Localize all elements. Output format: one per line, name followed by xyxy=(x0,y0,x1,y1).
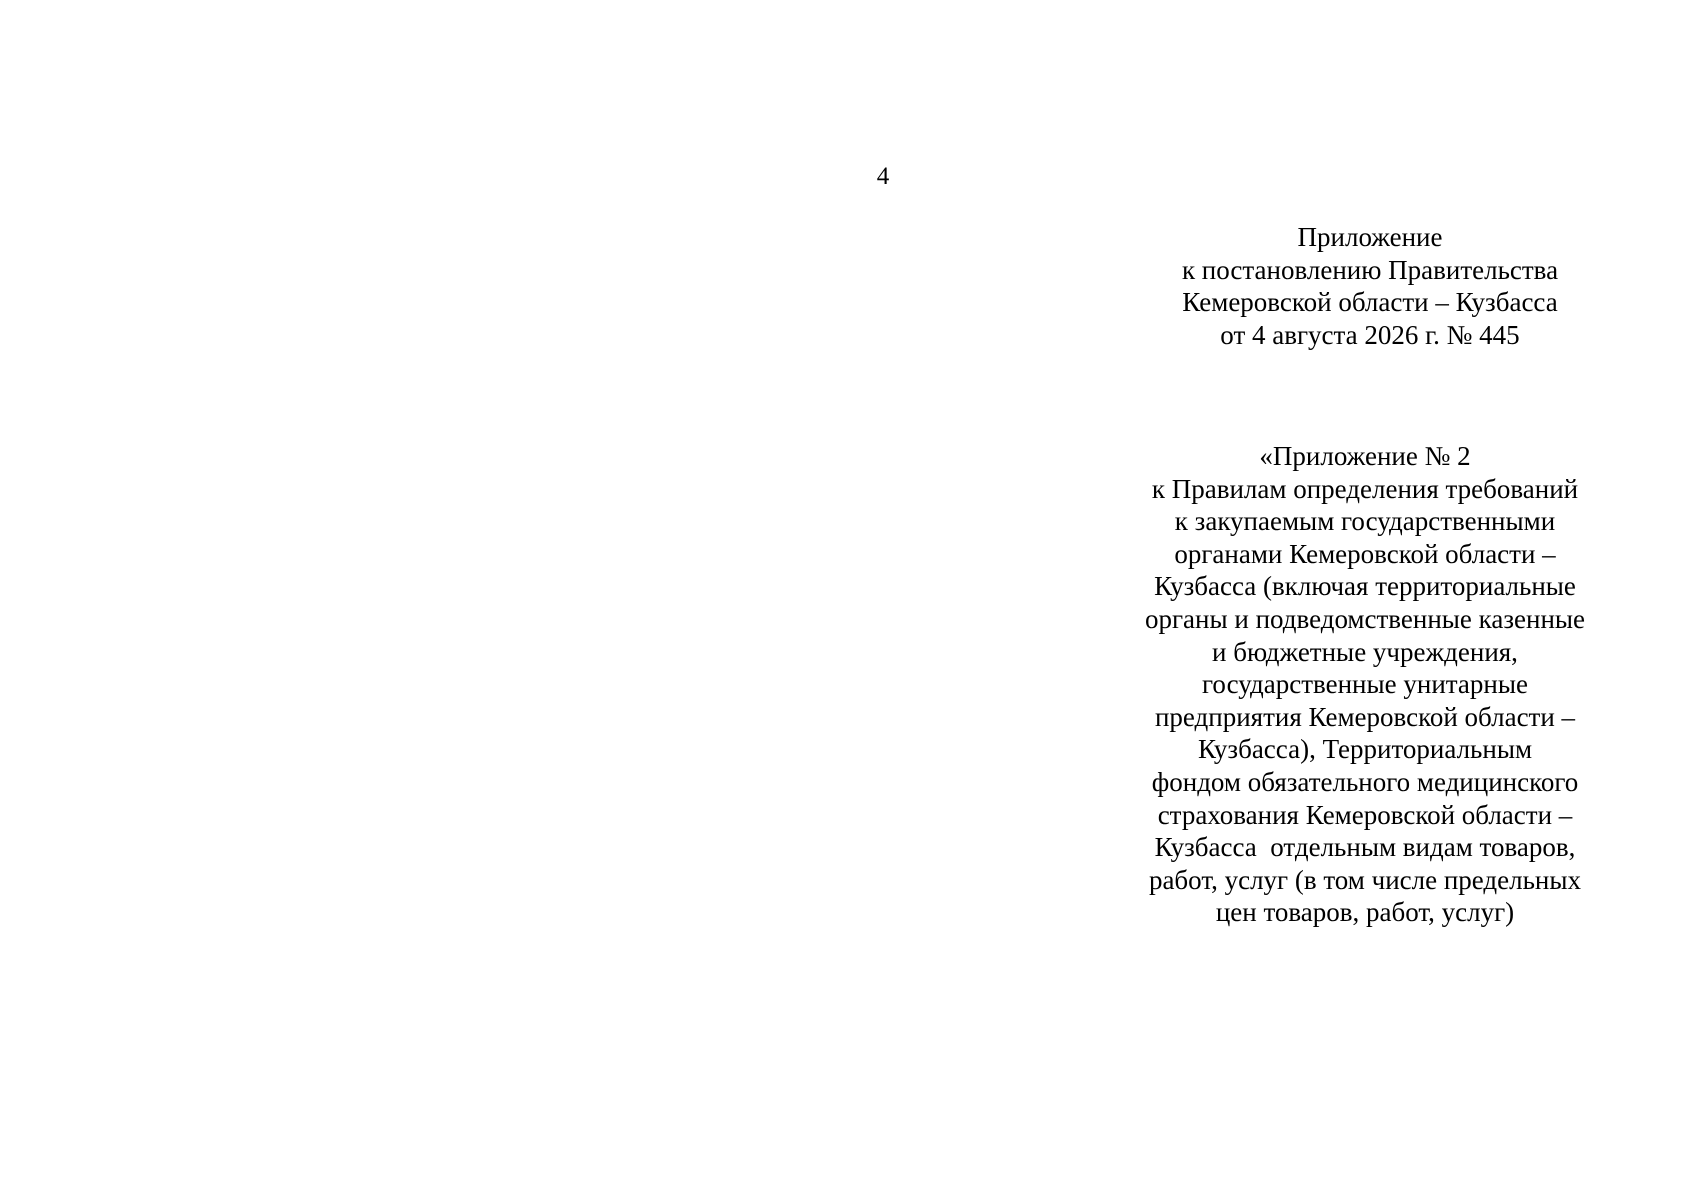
quoted-line: к закупаемым государственными xyxy=(1174,506,1556,537)
quoted-line: цен товаров, работ, услуг) xyxy=(1215,897,1515,928)
quoted-line: Кузбасса), Территориальным xyxy=(1197,734,1533,765)
quoted-line: «Приложение № 2 xyxy=(1259,441,1471,471)
attachment-resolution-ref: к постановлению Правительства xyxy=(1181,254,1559,285)
page-number: 4 xyxy=(876,163,890,190)
quoted-line: и бюджетные учреждения, xyxy=(1212,636,1518,667)
attachment-header xyxy=(1130,221,1610,351)
quoted-line: Кузбасса отдельным видам товаров, xyxy=(1154,832,1576,863)
quoted-line: Кузбасса (включая территориальные xyxy=(1154,571,1576,602)
attachment-date-number: от 4 августа 2026 г. № 445 xyxy=(1220,319,1520,350)
quoted-line: органы и подведомственные казенные xyxy=(1144,603,1586,634)
quoted-line: государственные унитарные xyxy=(1202,669,1528,700)
quoted-attachment-header xyxy=(1115,440,1615,929)
quoted-line: предприятия Кемеровской области – xyxy=(1154,701,1576,732)
quoted-line: страхования Кемеровской области – xyxy=(1157,799,1573,830)
quoted-line: работ, услуг (в том числе предельных xyxy=(1148,864,1582,895)
attachment-title: Приложение xyxy=(1297,222,1443,252)
quoted-line: органами Кемеровской области – xyxy=(1174,538,1556,569)
quoted-line: к Правилам определения требований xyxy=(1151,473,1579,504)
quoted-line: фондом обязательного медицинского xyxy=(1151,766,1579,797)
attachment-region: Кемеровской области – Кузбасса xyxy=(1182,287,1558,317)
